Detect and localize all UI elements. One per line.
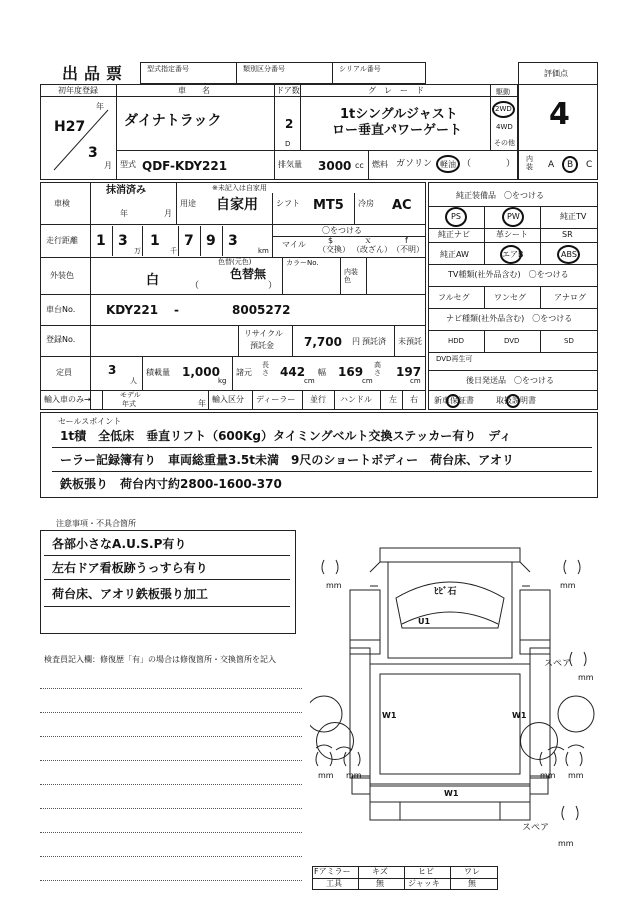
handle-label: ハンドル	[340, 395, 372, 404]
tire-rear-right	[520, 722, 558, 760]
katashiki-label: 型式指定番号	[147, 65, 189, 73]
displacement-unit: cc	[355, 161, 364, 170]
tv-header: TV種類(社外品含む) 〇をつける	[448, 270, 569, 279]
windshield-mark: ﾋﾋﾞ石	[434, 587, 457, 597]
spec-table	[40, 182, 426, 410]
docs-manual: 取扱説明書	[496, 396, 536, 405]
score-label: 評価点	[544, 69, 568, 78]
reg-year: H27	[54, 119, 86, 135]
genuine-header: 純正装備品 〇をつける	[456, 191, 544, 200]
navi-dvd-play: DVD再生可	[436, 355, 473, 363]
import-label: 輸入車のみ→	[44, 395, 91, 404]
cooler-label: 冷房	[358, 199, 374, 208]
interior-b: B	[567, 160, 574, 170]
height-value: 197	[396, 365, 422, 379]
model-label: 型式	[120, 160, 136, 169]
usage-note: ※未記入は自家用	[212, 184, 267, 192]
fuel-label: 燃料	[372, 160, 388, 169]
mm-spare-2: mm	[558, 839, 574, 848]
load-label: 積載量	[146, 368, 170, 377]
grade-line2: ロー垂直パワーゲート	[332, 123, 463, 138]
capacity-value: 3	[108, 363, 117, 377]
docs-header: 後日発送品 〇をつける	[466, 376, 554, 385]
mileage-sen-unit: 千	[170, 247, 177, 255]
doors-sub: D	[285, 140, 291, 148]
exterior-label: 外装色	[50, 271, 74, 280]
height-unit: cm	[410, 377, 421, 385]
mm-front-left: mm	[326, 581, 342, 590]
car-name-label: 車 名	[178, 86, 210, 95]
equip-sr: SR	[562, 230, 573, 239]
drive-2wd: 2WD	[495, 105, 512, 113]
month-unit: 月	[104, 161, 112, 170]
legend-value-4: 無	[468, 879, 476, 888]
swap-option: （交換）	[318, 245, 350, 254]
interior-color-label: 内装色	[344, 268, 358, 285]
drive-other: その他	[494, 139, 515, 147]
repaint-label: 色替(元色)	[218, 258, 252, 266]
inspection-value: 抹消済み	[106, 185, 146, 196]
recycle-unpaid: 未預託	[398, 337, 422, 346]
fuel-paren-open: （	[462, 159, 472, 169]
grade-line1: 1tシングルジャスト	[340, 107, 458, 122]
model-year-label-2: 年式	[122, 400, 136, 408]
mile-option: マイル	[282, 240, 306, 249]
usage-label: 用途	[180, 199, 196, 208]
mileage-digit-6: 3	[228, 233, 238, 249]
grade-label: グ レ ー ド	[368, 86, 424, 95]
ruibetsu-label: 類別区分番号	[243, 65, 285, 73]
mm-rear-right-1: mm	[540, 771, 556, 780]
usage-value: 自家用	[216, 197, 258, 213]
mileage-digit-5: 9	[206, 233, 216, 249]
notes-line3: 荷台床、アオリ鉄板張り加工	[52, 587, 208, 601]
notes-line2: 左右ドア看板跡うっすら有り	[52, 561, 208, 575]
recycle-paid: 預託済	[362, 337, 386, 346]
docs-manual-circle	[506, 394, 520, 408]
navi-header: ナビ種類(社外品含む) 〇をつける	[446, 314, 573, 323]
fuel-diesel: 軽油	[440, 160, 456, 169]
mm-spare-1: mm	[578, 673, 594, 682]
chassis-dash: -	[174, 303, 179, 317]
tv-analog: アナログ	[554, 293, 586, 302]
legend-value-3: ジャッキ	[408, 879, 440, 888]
inspection-label: 車検	[54, 199, 70, 208]
mark-w1-bottom: W1	[444, 789, 459, 798]
legend-header-1: Fアミラー	[314, 867, 351, 876]
repaint-paren-close: ）	[268, 281, 278, 291]
navi-sd: SD	[564, 337, 574, 345]
width-label: 幅	[318, 368, 326, 377]
handle-right: 右	[410, 395, 418, 404]
sales-point-line1: 1t積 全低床 垂直リフト（600Kg）タイミングベルト交換ステッカー有り ディ	[60, 429, 512, 443]
equip-leather: 革シート	[496, 230, 528, 239]
load-value: 1,000	[182, 365, 220, 379]
model-value: QDF-KDY221	[142, 159, 228, 173]
tamper-option: （改ざん）	[352, 245, 392, 254]
unknown-option: （不明）	[392, 245, 424, 254]
equip-airbag-circle	[500, 245, 522, 264]
docs-warranty: 新車保証書	[434, 396, 474, 405]
interior-a: A	[548, 160, 555, 170]
notes-label: 注意事項・不具合箇所	[56, 519, 136, 528]
legend-header-2: キズ	[372, 867, 388, 876]
color-no-label: カラーNo.	[286, 259, 319, 267]
year-unit: 年	[96, 102, 104, 111]
fuel-diesel-circle	[436, 155, 460, 173]
interior-c: C	[586, 160, 593, 170]
mileage-digit-4: 7	[184, 233, 194, 249]
mileage-digit-3: 1	[150, 233, 160, 249]
chassis-prefix: KDY221	[106, 303, 159, 317]
damage-diagram	[310, 528, 600, 864]
interior-b-circle	[562, 156, 578, 173]
handle-left: 左	[389, 395, 397, 404]
capacity-label: 定員	[56, 368, 72, 377]
legend-header-4: ワレ	[464, 867, 480, 876]
length-unit: cm	[304, 377, 315, 385]
shift-label: シフト	[276, 199, 300, 208]
inspector-label: 検査員記入欄：修復歴「有」の場合は修復箇所・交換箇所を記入	[44, 655, 276, 664]
doors-value: 2	[285, 117, 294, 131]
reg-month: 3	[88, 145, 98, 161]
load-unit: kg	[218, 377, 227, 385]
import-dealer: ディーラー	[256, 395, 296, 404]
tire-rear-left	[316, 722, 354, 760]
inspection-month-unit: 月	[164, 209, 172, 218]
equip-aw: 純正AW	[440, 250, 469, 259]
recycle-amount: 7,700	[304, 335, 342, 349]
equip-pw-circle	[502, 207, 524, 227]
sales-point-line2: ーラー記録簿有り 車両総重量3.5t未満 9尺のショートボディー 荷台床、アオリ	[60, 453, 515, 467]
equip-abs-circle	[557, 245, 580, 264]
recycle-label-1: リサイクル	[244, 329, 283, 338]
circle-note: 〇をつける	[322, 226, 362, 235]
legend-header-3: ヒビ	[418, 867, 434, 876]
capacity-unit: 人	[130, 377, 137, 385]
score-value: 4	[549, 97, 570, 132]
spare-label-1: スペア	[544, 659, 572, 669]
form-title: 出品票	[62, 64, 129, 83]
mm-rear-right-2: mm	[568, 771, 584, 780]
legend-value-1: 工具	[326, 879, 342, 888]
mm-front-right: mm	[560, 581, 576, 590]
drive-label: 駆動	[496, 88, 510, 96]
equip-tv: 純正TV	[560, 212, 587, 221]
exterior-color: 白	[146, 273, 160, 288]
length-value: 442	[280, 365, 306, 379]
displacement-value: 3000	[318, 159, 352, 173]
mark-w1-left: W1	[382, 711, 397, 720]
equip-ps: PS	[451, 212, 461, 221]
swap-mark: $	[328, 236, 334, 245]
dims-label: 諸元	[236, 368, 252, 377]
chassis-label: 車台No.	[46, 305, 76, 314]
shift-value: MT5	[313, 198, 344, 213]
unknown-mark: f	[405, 236, 408, 245]
legend-value-2: 無	[376, 879, 384, 888]
repaint-value: 色替無	[230, 267, 267, 281]
equip-pw: PW	[507, 212, 520, 221]
import-parallel: 並行	[310, 395, 326, 404]
tv-oneseg: ワンセグ	[494, 293, 526, 302]
displacement-label: 排気量	[278, 160, 302, 169]
model-year-unit: 年	[198, 399, 206, 408]
spare-label-2: スペア	[522, 823, 550, 833]
import-div-label: 輸入区分	[212, 395, 244, 404]
recycle-label-2: 預託金	[250, 341, 274, 350]
mm-rear-left-2: mm	[346, 771, 362, 780]
tv-fullseg: フルセグ	[438, 293, 470, 302]
height-label: 高さ	[374, 361, 381, 377]
navi-hdd: HDD	[448, 337, 465, 345]
drive-4wd: 4WD	[496, 123, 513, 131]
sales-point-line3: 鉄板張り 荷台内寸約2800-1600-370	[60, 477, 282, 491]
fuel-gasoline: ガソリン	[396, 159, 433, 169]
repaint-paren-open: （	[190, 281, 200, 291]
mileage-man-unit: 万	[134, 247, 141, 255]
chassis-number: 8005272	[232, 303, 291, 317]
drive-2wd-circle	[492, 101, 515, 118]
serial-label: シリアル番号	[339, 65, 381, 73]
navi-dvd: DVD	[504, 337, 520, 345]
inspection-year-unit: 年	[120, 209, 128, 218]
equip-navi: 純正ナビ	[438, 230, 470, 239]
interior-label: 内装	[526, 155, 533, 171]
mileage-digit-1: 1	[96, 233, 106, 249]
mm-rear-left-1: mm	[318, 771, 334, 780]
date-slash	[50, 108, 114, 174]
sales-point-label: セールスポイント	[58, 417, 122, 426]
mileage-digit-2: 3	[118, 233, 128, 249]
mileage-label: 走行距離	[46, 236, 78, 245]
docs-warranty-circle	[446, 394, 460, 408]
car-name: ダイナトラック	[124, 113, 222, 129]
equip-abs: ABS	[561, 250, 577, 259]
reg-no-label: 登録No.	[46, 335, 76, 344]
notes-line1: 各部小さなA.U.S.P有り	[52, 537, 187, 551]
mark-w1-right: W1	[512, 711, 527, 720]
cooler-value: AC	[392, 198, 412, 213]
equip-airbag: エアB	[502, 250, 524, 259]
length-label: 長さ	[262, 361, 269, 377]
width-value: 169	[338, 365, 364, 379]
mileage-km-unit: km	[258, 247, 269, 255]
model-year-label-1: モデル	[120, 391, 141, 399]
equip-ps-circle	[445, 207, 467, 227]
first-reg-label: 初年度登録	[58, 86, 98, 95]
mark-u1: U1	[418, 617, 431, 626]
recycle-unit: 円	[352, 337, 360, 346]
fuel-paren-close: ）	[506, 159, 516, 169]
width-unit: cm	[362, 377, 373, 385]
tamper-mark: ｘ	[364, 236, 372, 245]
doors-label: ドア数	[276, 86, 300, 95]
